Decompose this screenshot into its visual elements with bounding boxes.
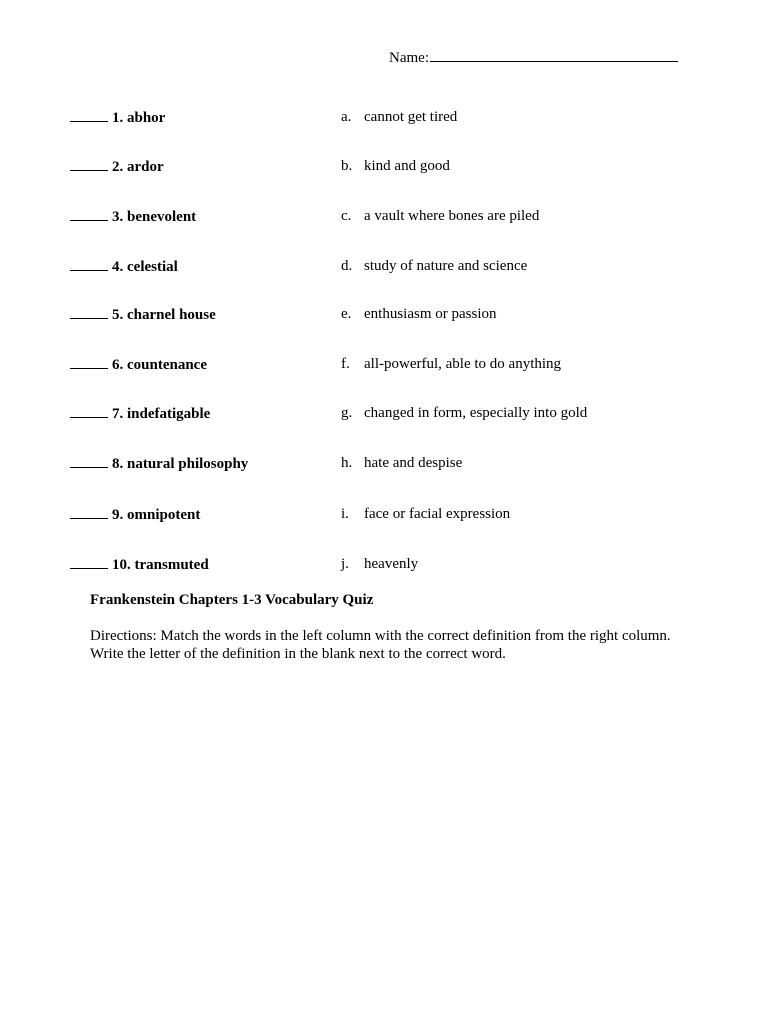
term-item [70, 108, 165, 127]
quiz-row [0, 404, 768, 424]
definition-text: a vault where bones are piled [364, 208, 540, 224]
answer-blank[interactable] [70, 404, 108, 418]
answer-blank[interactable] [70, 108, 108, 122]
quiz-row [0, 108, 768, 128]
term-label: 7. indefatigable [112, 406, 211, 422]
definition-text: cannot get tired [364, 109, 458, 125]
term-item [70, 355, 207, 374]
name-label: Name: [389, 50, 429, 66]
term-label: 4. celestial [112, 259, 178, 275]
definition-text: changed in form, especially into gold [364, 405, 588, 421]
answer-blank[interactable] [70, 505, 108, 519]
definition-text: face or facial expression [364, 506, 511, 522]
name-field-line [389, 47, 678, 67]
definition-text: kind and good [364, 158, 450, 174]
quiz-row [0, 157, 768, 177]
definition-text: heavenly [364, 556, 419, 572]
term-label: 3. benevolent [112, 209, 197, 225]
definition-letter: j. [341, 556, 349, 572]
term-item [70, 505, 200, 524]
definition-text: hate and despise [364, 455, 463, 471]
term-item [70, 207, 196, 226]
term-item [70, 305, 216, 324]
quiz-row [0, 355, 768, 375]
answer-blank[interactable] [70, 355, 108, 369]
name-blank[interactable] [430, 47, 678, 62]
term-label: 5. charnel house [112, 307, 216, 323]
definition-letter: d. [341, 258, 353, 274]
definition-letter: b. [341, 158, 353, 174]
definition-letter: e. [341, 306, 352, 322]
definition-letter: h. [341, 455, 353, 471]
quiz-row [0, 505, 768, 525]
definition-text: enthusiasm or passion [364, 306, 497, 322]
term-label: 9. omnipotent [112, 507, 201, 523]
term-label: 1. abhor [112, 110, 166, 126]
quiz-row [0, 454, 768, 474]
term-item [70, 157, 164, 176]
answer-blank[interactable] [70, 157, 108, 171]
definition-letter: c. [341, 208, 352, 224]
term-label: 6. countenance [112, 357, 207, 373]
term-item [70, 555, 209, 574]
answer-blank[interactable] [70, 305, 108, 319]
quiz-row [0, 555, 768, 575]
term-label: 8. natural philosophy [112, 456, 249, 472]
answer-blank[interactable] [70, 555, 108, 569]
answer-blank[interactable] [70, 207, 108, 221]
term-item [70, 257, 178, 276]
definition-letter: f. [341, 356, 350, 372]
definition-letter: a. [341, 109, 352, 125]
quiz-row [0, 305, 768, 325]
answer-blank[interactable] [70, 454, 108, 468]
definition-text: all-powerful, able to do anything [364, 356, 562, 372]
term-item [70, 454, 248, 473]
term-label: 2. ardor [112, 159, 164, 175]
quiz-row [0, 257, 768, 277]
quiz-directions: Directions: Match the words in the left column with the correct definition from the right column. Write the letter of the definition in the blank next to the correct word. [90, 628, 671, 662]
definition-letter: i. [341, 506, 349, 522]
term-item [70, 404, 210, 423]
answer-blank[interactable] [70, 257, 108, 271]
quiz-title: Frankenstein Chapters 1-3 Vocabulary Quiz [90, 592, 374, 608]
definition-text: study of nature and science [364, 258, 528, 274]
term-label: 10. transmuted [112, 557, 209, 573]
definition-letter: g. [341, 405, 353, 421]
quiz-row [0, 207, 768, 227]
